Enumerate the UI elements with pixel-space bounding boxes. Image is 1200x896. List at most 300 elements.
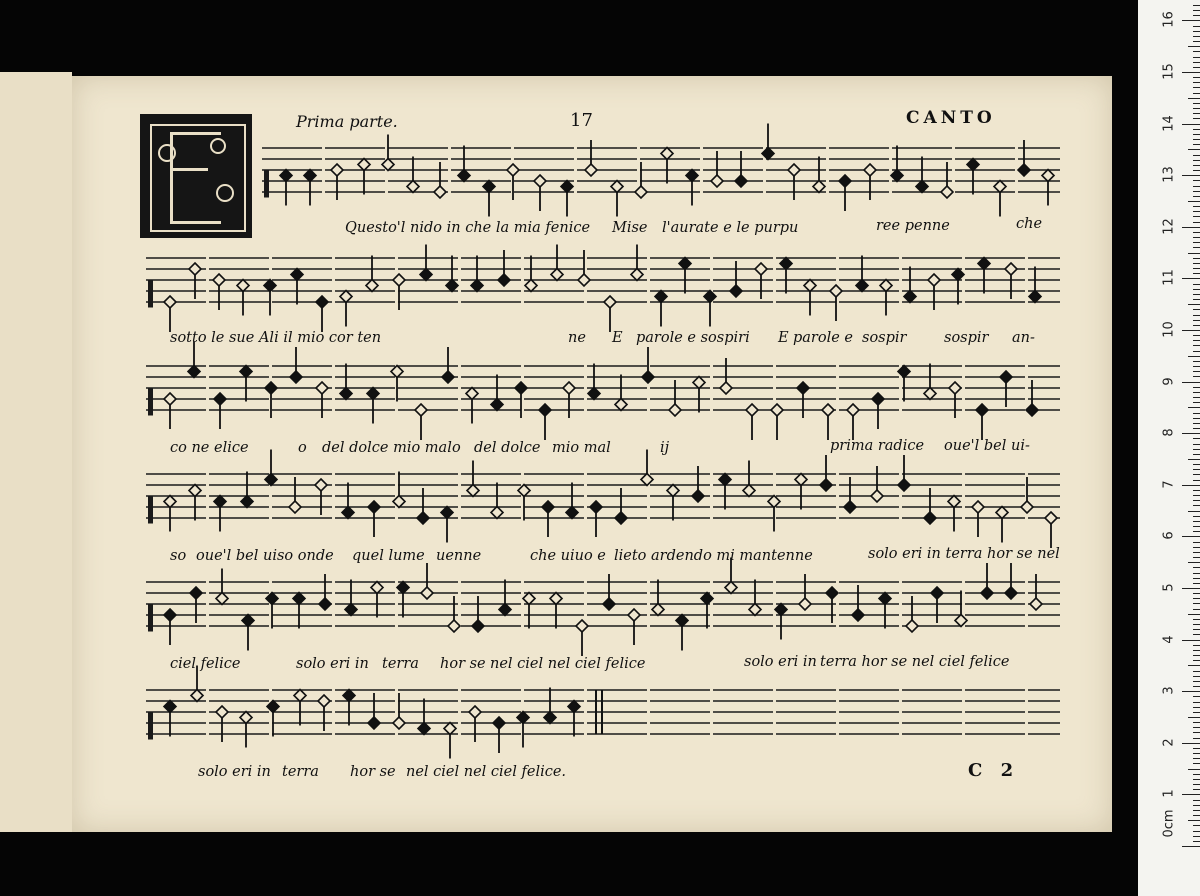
signature-mark: C 2: [968, 760, 1020, 781]
ruler-tick: [1193, 242, 1200, 243]
lyric: Mise: [612, 220, 648, 236]
ruler-tick: [1193, 263, 1200, 264]
ruler-tick: [1193, 325, 1200, 326]
ruler-tick: [1193, 216, 1200, 217]
lyric: prima radice: [830, 438, 925, 454]
ruler-tick: [1193, 144, 1200, 145]
note-head: [446, 280, 458, 292]
note-head: [191, 690, 203, 702]
note-head: [240, 712, 252, 724]
ruler-tick: [1193, 810, 1200, 811]
ruler-tick: [1193, 418, 1200, 419]
note-head: [615, 512, 627, 524]
note-head: [1021, 501, 1033, 513]
ruler-tick: [1188, 98, 1200, 99]
note-head: [749, 604, 761, 616]
note-head: [544, 712, 556, 724]
ruler-tick: [1193, 15, 1200, 16]
lyric: nel ciel nel ciel felice.: [406, 764, 567, 780]
ruler-tick: [1193, 727, 1200, 728]
note-head: [1018, 164, 1030, 176]
note-head: [164, 701, 176, 713]
ruler-number: 5: [1161, 583, 1177, 592]
ruler-tick: [1193, 789, 1200, 790]
ruler-tick: [1193, 645, 1200, 646]
note-head: [542, 501, 554, 513]
note-head: [448, 620, 460, 632]
ruler-tick: [1193, 619, 1200, 620]
note-head: [316, 296, 328, 308]
note-head: [214, 393, 226, 405]
note-head: [367, 388, 379, 400]
ruler-tick: [1193, 583, 1200, 584]
lyric: Questo'l nido in che la mia fenice: [345, 220, 591, 236]
ruler-tick: [1182, 175, 1200, 176]
note-head: [241, 496, 253, 508]
note-head: [507, 164, 519, 176]
ruler-tick: [1193, 480, 1200, 481]
note-head: [952, 269, 964, 281]
note-head: [518, 485, 530, 497]
ruler-tick: [1193, 603, 1200, 604]
ruler-tick: [1182, 536, 1200, 537]
note-head: [265, 382, 277, 394]
ruler-tick: [1193, 309, 1200, 310]
note-head: [635, 186, 647, 198]
staff: [146, 450, 1060, 549]
staff: [262, 124, 1060, 217]
note-head: [1026, 404, 1038, 416]
ruler-tick: [1193, 676, 1200, 677]
ruler-tick: [1193, 118, 1200, 119]
ruler-tick: [1182, 691, 1200, 692]
note-head: [568, 701, 580, 713]
note-head: [242, 615, 254, 627]
note-head: [393, 496, 405, 508]
lyric: oue'l bel ui-: [944, 438, 1030, 454]
ruler-tick: [1193, 36, 1200, 37]
note-head: [214, 496, 226, 508]
note-head: [804, 280, 816, 292]
ruler-tick: [1193, 831, 1200, 832]
ruler-tick: [1182, 382, 1200, 383]
ruler-tick: [1193, 629, 1200, 630]
ruler-tick: [1193, 273, 1200, 274]
note-head: [551, 269, 563, 281]
lyric: ij: [660, 440, 670, 456]
note-head: [604, 296, 616, 308]
note-head: [976, 404, 988, 416]
ruler-number: 12: [1161, 218, 1177, 235]
note-head: [611, 181, 623, 193]
ruler-tick: [1193, 609, 1200, 610]
note-head: [471, 280, 483, 292]
ruler-tick: [1188, 717, 1200, 718]
note-head: [628, 609, 640, 621]
note-head: [755, 263, 767, 275]
ruler-tick: [1193, 836, 1200, 837]
ruler-tick: [1182, 743, 1200, 744]
note-head: [491, 507, 503, 519]
lyric: ne: [568, 330, 586, 346]
note-head: [267, 701, 279, 713]
ruler-tick: [1193, 444, 1200, 445]
ruler-tick: [1193, 702, 1200, 703]
ruler-number: 4: [1161, 634, 1177, 644]
ruler-tick: [1193, 578, 1200, 579]
ruler-tick: [1193, 170, 1200, 171]
ruler-tick: [1193, 376, 1200, 377]
ruler-tick: [1193, 413, 1200, 414]
note-head: [799, 598, 811, 610]
ruler-unit-label: 0cm: [1161, 809, 1177, 838]
clef-mark: [264, 170, 269, 198]
ruler-number: 3: [1161, 686, 1177, 695]
ruler-tick: [1193, 160, 1200, 161]
note-head: [826, 587, 838, 599]
ruler-tick: [1193, 294, 1200, 295]
note-head: [420, 269, 432, 281]
ruler-tick: [1193, 196, 1200, 197]
ruler-tick: [1193, 237, 1200, 238]
lyric: terra hor se nel ciel felice: [820, 654, 1010, 670]
note-head: [652, 604, 664, 616]
ruler-number: 1: [1161, 789, 1177, 799]
note-head: [493, 717, 505, 729]
ruler-tick: [1193, 732, 1200, 733]
note-head: [701, 593, 713, 605]
ruler-tick: [1193, 779, 1200, 780]
ruler-tick: [1193, 366, 1200, 367]
ruler-tick: [1188, 304, 1200, 305]
note-head: [237, 280, 249, 292]
note-head: [525, 280, 537, 292]
ruler-tick: [1193, 464, 1200, 465]
note-head: [797, 382, 809, 394]
ruler-tick: [1193, 211, 1200, 212]
ruler-tick: [1188, 614, 1200, 615]
ruler-tick: [1182, 124, 1200, 125]
note-head: [458, 170, 470, 182]
note-head: [393, 274, 405, 286]
lyric: terra: [282, 764, 319, 780]
note-head: [382, 159, 394, 171]
ruler-tick: [1188, 46, 1200, 47]
ruler-tick: [1193, 67, 1200, 68]
lyric: sospir: [944, 330, 989, 346]
note-head: [393, 717, 405, 729]
ruler-tick: [1193, 763, 1200, 764]
ruler-tick: [1188, 511, 1200, 512]
ruler-tick: [1193, 490, 1200, 491]
note-head: [955, 615, 967, 627]
note-head: [948, 496, 960, 508]
note-head: [441, 507, 453, 519]
note-head: [534, 175, 546, 187]
note-head: [1005, 263, 1017, 275]
ruler-tick: [1193, 113, 1200, 114]
note-head: [931, 587, 943, 599]
ruler-number: 7: [1161, 480, 1177, 489]
note-head: [293, 593, 305, 605]
ruler-tick: [1193, 186, 1200, 187]
ruler-tick: [1193, 103, 1200, 104]
note-head: [265, 474, 277, 486]
ruler-tick: [1193, 841, 1200, 842]
clef-mark: [148, 604, 153, 632]
ruler-tick: [1193, 31, 1200, 32]
note-head: [898, 479, 910, 491]
note-head: [280, 170, 292, 182]
note-head: [588, 388, 600, 400]
note-head: [898, 366, 910, 378]
ruler-tick: [1193, 268, 1200, 269]
note-head: [746, 404, 758, 416]
clef-mark: [148, 388, 153, 416]
note-head: [417, 512, 429, 524]
ruler-tick: [1193, 165, 1200, 166]
note-head: [290, 371, 302, 383]
note-head: [1029, 291, 1041, 303]
ruler-tick: [1193, 505, 1200, 506]
ruler-tick: [1193, 495, 1200, 496]
ruler-tick: [1193, 10, 1200, 11]
lyric: parole e: [793, 330, 853, 346]
ruler-tick: [1188, 562, 1200, 563]
note-head: [515, 382, 527, 394]
ruler-tick: [1193, 134, 1200, 135]
ruler-tick: [1188, 201, 1200, 202]
ruler-tick: [1193, 423, 1200, 424]
staff: [146, 666, 1060, 759]
note-head: [190, 587, 202, 599]
ruler-tick: [1193, 129, 1200, 130]
note-head: [366, 280, 378, 292]
note-head: [904, 291, 916, 303]
note-head: [371, 582, 383, 594]
ruler-tick: [1188, 356, 1200, 357]
note-head: [294, 690, 306, 702]
note-head: [1000, 371, 1012, 383]
note-head: [164, 393, 176, 405]
note-head: [852, 609, 864, 621]
ruler-tick: [1193, 805, 1200, 806]
note-head: [318, 695, 330, 707]
ruler-tick: [1193, 660, 1200, 661]
note-head: [924, 388, 936, 400]
ruler-tick: [1193, 351, 1200, 352]
ruler-tick: [1193, 402, 1200, 403]
note-head: [266, 593, 278, 605]
note-head: [342, 507, 354, 519]
note-head: [711, 175, 723, 187]
ruler-tick: [1193, 392, 1200, 393]
ruler-tick: [1193, 438, 1200, 439]
note-head: [304, 170, 316, 182]
lyric: sospir: [862, 330, 907, 346]
note-head: [189, 263, 201, 275]
lyric: o: [298, 440, 307, 456]
note-head: [415, 404, 427, 416]
ruler-tick: [1188, 407, 1200, 408]
ruler-tick: [1193, 258, 1200, 259]
note-head: [813, 181, 825, 193]
ruler-tick: [1193, 335, 1200, 336]
note-head: [743, 485, 755, 497]
ruler-tick: [1193, 108, 1200, 109]
note-head: [442, 371, 454, 383]
ruler-tick: [1188, 253, 1200, 254]
ruler-tick: [1193, 361, 1200, 362]
ruler-tick: [1188, 665, 1200, 666]
ruler-tick: [1193, 634, 1200, 635]
note-head: [164, 296, 176, 308]
ruler-tick: [1193, 315, 1200, 316]
ruler-tick: [1182, 330, 1200, 331]
note-head: [704, 291, 716, 303]
note-head: [978, 258, 990, 270]
note-head: [189, 485, 201, 497]
note-head: [483, 181, 495, 193]
ruler-number: 15: [1161, 63, 1177, 80]
note-head: [358, 159, 370, 171]
note-head: [830, 285, 842, 297]
note-head: [550, 593, 562, 605]
ruler-tick: [1193, 815, 1200, 816]
staff: [146, 342, 1060, 441]
ruler-tick: [1193, 41, 1200, 42]
ruler-tick: [1193, 180, 1200, 181]
ruler-tick: [1193, 222, 1200, 223]
note-head: [590, 501, 602, 513]
ruler-tick: [1182, 485, 1200, 486]
note-head: [523, 593, 535, 605]
ruler-tick: [1193, 232, 1200, 233]
note-head: [472, 620, 484, 632]
ruler-tick: [1193, 345, 1200, 346]
staff: [146, 558, 1060, 657]
ruler-tick: [1193, 774, 1200, 775]
lyric: co ne elice: [170, 440, 249, 456]
note-head: [563, 382, 575, 394]
note-head: [418, 723, 430, 735]
note-head: [967, 159, 979, 171]
note-head: [391, 366, 403, 378]
note-head: [291, 269, 303, 281]
note-head: [762, 148, 774, 160]
ruler-tick: [1193, 707, 1200, 708]
lyric: solo eri in: [744, 654, 817, 670]
ruler-tick: [1193, 521, 1200, 522]
ruler-tick: [1193, 299, 1200, 300]
ruler-tick: [1193, 62, 1200, 63]
note-head: [864, 164, 876, 176]
note-head: [340, 291, 352, 303]
note-head: [906, 620, 918, 632]
ruler-tick: [1193, 696, 1200, 697]
ruler-tick: [1193, 320, 1200, 321]
note-head: [735, 175, 747, 187]
ruler-number: 10: [1161, 321, 1177, 338]
note-head: [692, 490, 704, 502]
ruler-tick: [1193, 800, 1200, 801]
note-head: [775, 604, 787, 616]
note-head: [872, 393, 884, 405]
note-head: [871, 490, 883, 502]
lyric: terra: [382, 656, 419, 672]
note-head: [585, 164, 597, 176]
ruler-tick: [1193, 552, 1200, 553]
note-head: [316, 382, 328, 394]
note-head: [264, 280, 276, 292]
ruler-tick: [1193, 624, 1200, 625]
note-head: [730, 285, 742, 297]
lyric: E: [612, 330, 623, 346]
note-head: [343, 690, 355, 702]
ruler-number: 8: [1161, 428, 1177, 437]
note-head: [491, 399, 503, 411]
lyric: del dolce: [474, 440, 541, 456]
note-head: [847, 404, 859, 416]
ruler-number: 13: [1161, 166, 1177, 183]
note-head: [444, 723, 456, 735]
note-head: [820, 479, 832, 491]
note-head: [407, 181, 419, 193]
ruler-tick: [1193, 712, 1200, 713]
ruler-tick: [1193, 247, 1200, 248]
lyric: solo eri in: [296, 656, 369, 672]
ruler-tick: [1193, 93, 1200, 94]
note-head: [679, 258, 691, 270]
ruler-tick: [1193, 469, 1200, 470]
note-head: [368, 717, 380, 729]
note-head: [561, 181, 573, 193]
note-head: [949, 382, 961, 394]
ruler-tick: [1193, 526, 1200, 527]
note-head: [891, 170, 903, 182]
ruler-tick: [1193, 547, 1200, 548]
lyric: sotto le sue Ali il mio cor ten: [170, 330, 382, 346]
ruler-tick: [1193, 758, 1200, 759]
ruler-tick: [1193, 474, 1200, 475]
note-head: [331, 164, 343, 176]
ruler-tick: [1193, 784, 1200, 785]
lyric: nel ciel nel ciel felice: [490, 656, 646, 672]
note-head: [720, 382, 732, 394]
ruler-tick: [1193, 557, 1200, 558]
note-head: [928, 274, 940, 286]
ruler-number: 11: [1161, 269, 1177, 287]
ruler-tick: [1193, 722, 1200, 723]
ruler-tick: [1193, 567, 1200, 568]
ruler-tick: [1193, 454, 1200, 455]
ruler-number: 2: [1161, 738, 1177, 747]
ruler-tick: [1182, 433, 1200, 434]
lyric: an-: [1012, 330, 1035, 346]
note-head: [924, 512, 936, 524]
ruler-tick: [1193, 206, 1200, 207]
note-head: [466, 388, 478, 400]
page-number: 17: [570, 110, 593, 131]
note-head: [667, 485, 679, 497]
ruler-tick: [1182, 20, 1200, 21]
ruler-tick: [1182, 588, 1200, 589]
note-head: [188, 366, 200, 378]
ruler-tick: [1193, 340, 1200, 341]
ruler-tick: [1193, 87, 1200, 88]
ruler-tick: [1193, 155, 1200, 156]
note-head: [1045, 512, 1057, 524]
